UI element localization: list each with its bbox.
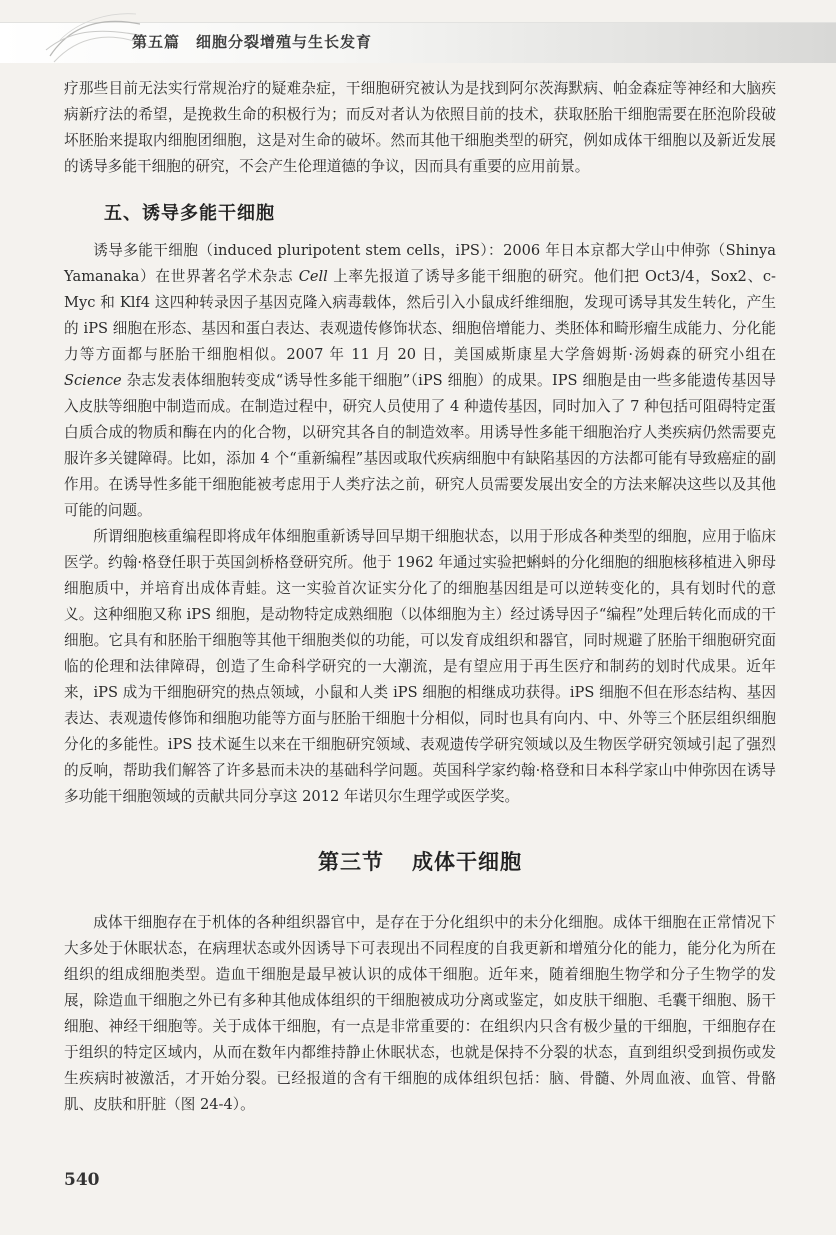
paragraph-reprogramming: 所谓细胞核重编程即将成年体细胞重新诱导回早期干细胞状态，以用于形成各种类型的细胞，应用于临床医学。约翰·格登任职于英国剑桥格登研究所。他于 1962 年通过实验把蝌蚪的分化细胞的细胞核移植进入卵母细胞质中，并培育出成体青蛙。这一实验首次证实分化了的细胞基因组是可以逆转变化的，具有划时代的意义。这种细胞又称 iPS 细胞，是动物特定成熟细胞（以体细胞为主）经过诱导因子“编程”处理后转化而成的干细胞。它具有和胚胎干细胞等其他干细胞类似的功能，可以发育成组织和器官，同时规避了胚胎干细胞研究面临的伦理和法律障碍，创造了生命科学研究的一大潮流，是有望应用于再生医疗和制药的划时代成果。近年来，iPS 成为干细胞研究的热点领域，小鼠和人类 iPS 细胞的相继成功获得。iPS 细胞不但在形态结构、基因表达、表观遗传修饰和细胞功能等方面与胚胎干细胞十分相似，同时也具有向内、中、外等三个胚层组织细胞分化的多能性。iPS 技术诞生以来在干细胞研究领域、表观遗传学研究领域以及生物医学研究领域引起了强烈的反响，帮助我们解答了许多悬而未决的基础科学问题。英国科学家约翰·格登和日本科学家山中伸弥因在诱导多功能干细胞领域的贡献共同分享这 2012 年诺贝尔生理学或医学奖。 (64, 528, 776, 805)
paragraph-continuation: 疗那些目前无法实行常规治疗的疑难杂症，干细胞研究被认为是找到阿尔茨海默病、帕金森症等神经和大脑疾病新疗法的希望，是挽救生命的积极行为；而反对者认为依照目前的技术，获取胚胎干细胞需要在胚泡阶段破坏胚胎来提取内细胞团细胞，这是对生命的破坏。然而其他干细胞类型的研究，例如成体干细胞以及新近发展的诱导多能干细胞的研究，不会产生伦理道德的争议，因而具有重要的应用前景。 (64, 80, 776, 175)
paragraph-ips-intro (64, 238, 776, 524)
journal-science: Science (64, 372, 122, 389)
chapter-heading (64, 846, 776, 876)
part-label: 第五篇 (132, 33, 181, 51)
paragraph-text: 杂志发表体细胞转变成“诱导性多能干细胞”（iPS 细胞）的成果。IPS 细胞是由一些多能遗传基因导入皮肤等细胞中制造而成。在制造过程中，研究人员使用了 4 种遗传基因，同时加入了 7 种包括可阻碍特定蛋白质合成的物质和酶在内的化合物，以研究其各自的制造效率。用诱导性多能干细胞治疗人类疾病仍然需要克服许多关键障碍。比如，添加 4 个“重新编程”基因或取代疾病细胞中有缺陷基因的方法都可能有导致癌症的副作用。在诱导性多能干细胞能被考虑用于人类疗法之前，研究人员需要发展出安全的方法来解决这些以及其他可能的问题。 (64, 372, 776, 519)
journal-cell: Cell (298, 268, 328, 285)
paragraph-adult-stem-cells: 成体干细胞存在于机体的各种组织器官中，是存在于分化组织中的未分化细胞。成体干细胞在正常情况下大多处于休眠状态，在病理状态或外因诱导下可表现出不同程度的自我更新和增殖分化的能力，能分化为所在组织的组成细胞类型。造血干细胞是最早被认识的成体干细胞。近年来，随着细胞生物学和分子生物学的发展，除造血干细胞之外已有多种其他成体组织的干细胞被成功分离或鉴定，如皮肤干细胞、毛囊干细胞、肠干细胞、神经干细胞等。关于成体干细胞，有一点是非常重要的：在组织内只含有极少量的干细胞，干细胞存在于组织的特定区域内，从而在数年内都维持静止休眠状态，也就是保持不分裂的状态，直到组织受到损伤或发生疾病时被激活，才开始分裂。已经报道的含有干细胞的成体组织包括：脑、骨髓、外周血液、血管、骨骼肌、皮肤和肝脏（图 24-4）。 (64, 914, 776, 1113)
page-body (64, 76, 776, 1118)
page-number: 540 (64, 1170, 100, 1190)
running-header (0, 0, 836, 66)
chapter-number: 第三节 (318, 850, 384, 874)
paragraph-text: 上率先报道了诱导多能干细胞的研究。他们把 Oct3/4，Sox2、c-Myc 和 Klf4 这四种转录因子基因克隆入病毒载体，然后引入小鼠成纤维细胞，发现可诱导其发生转化，产生的 iPS 细胞在形态、基因和蛋白表达、表观遗传修饰状态、细胞倍增能力、类胚体和畸形瘤生成能力、分化能力等方面都与胚胎干细胞相似。2007 年 11 月 20 日，美国威斯康星大学詹姆斯·汤姆森的研究小组在 (64, 268, 776, 363)
section-heading: 五、诱导多能干细胞 (104, 203, 275, 224)
paragraph-text: 诱导多能干细胞（induced pluripotent stem cells，iPS）：2006 年日本京都大学山中伸弥（Shinya Yamanaka）在世界著名学术杂志 (64, 242, 776, 285)
part-title: 细胞分裂增殖与生长发育 (196, 33, 373, 51)
chapter-title: 成体干细胞 (412, 850, 522, 874)
header-title (132, 31, 372, 52)
